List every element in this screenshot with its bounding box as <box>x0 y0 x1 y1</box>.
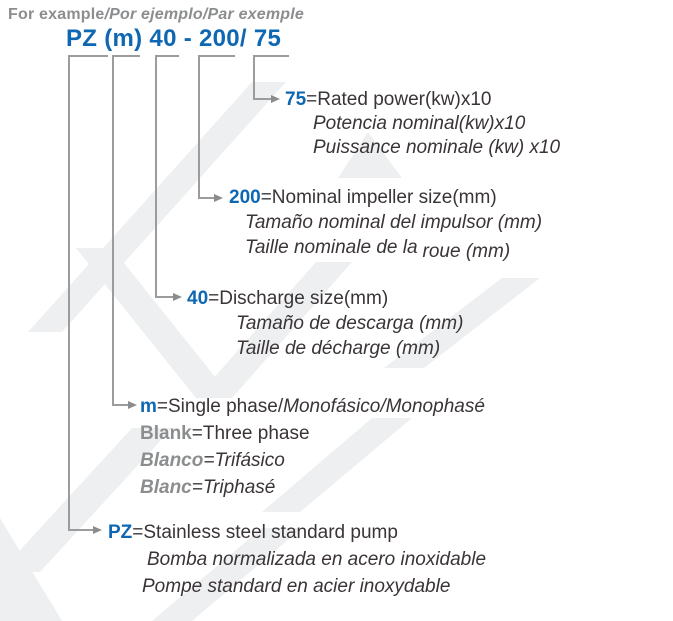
connector-pz-horizontal <box>68 529 93 531</box>
entry-series-line-en <box>108 519 486 546</box>
discharge-en: =Discharge size(mm) <box>208 288 389 309</box>
arrow-head-200-icon <box>214 194 223 202</box>
entry-impeller-line-en <box>229 185 542 210</box>
phase-blanc-desc: =Triphasé <box>191 477 276 498</box>
entry-impeller-line-fr <box>245 235 542 260</box>
series-es: Bomba normalizada en acero inoxidable <box>147 549 487 570</box>
code-m: m <box>140 396 157 417</box>
code-200: 200 <box>229 187 261 208</box>
model-code: PZ (m) 40 - 200/ 75 <box>66 25 282 52</box>
entry-phase <box>140 393 485 501</box>
entry-rated-power-line-en <box>285 88 560 112</box>
impeller-es: Tamaño nominal del impulsor (mm) <box>245 212 543 233</box>
arrow-head-40-icon <box>173 293 182 301</box>
example-heading-en: For example <box>8 6 105 23</box>
connector-200-vertical <box>198 55 200 199</box>
example-heading-translations: /Por ejemplo/Par exemple <box>104 6 305 23</box>
phase-blanco-label: Blanco <box>140 450 204 471</box>
code-75: 75 <box>285 89 307 110</box>
entry-phase-line-blanc <box>140 474 485 501</box>
impeller-en: =Nominal impeller size(mm) <box>260 187 497 208</box>
series-en: =Stainless steel standard pump <box>132 522 398 543</box>
bracket-pz <box>68 55 108 57</box>
connector-75-horizontal <box>253 98 271 100</box>
entry-phase-line-single <box>140 393 485 420</box>
entry-discharge-line-en <box>187 286 463 311</box>
rated-power-es: Potencia nominal(kw)x10 <box>313 113 526 134</box>
connector-40-vertical <box>155 55 157 298</box>
phase-blanc-label: Blanc <box>140 477 192 498</box>
connector-pz-vertical <box>68 55 70 531</box>
phase-blanco-desc: =Trifásico <box>203 450 285 471</box>
entry-impeller-size <box>229 185 542 260</box>
entry-series <box>108 519 486 600</box>
phase-single-en: =Single phase/ <box>156 396 284 417</box>
arrow-head-pz-icon <box>93 526 102 534</box>
arrow-head-75-icon <box>271 95 280 103</box>
entry-phase-line-blanco <box>140 447 485 474</box>
rated-power-en: =Rated power(kw)x10 <box>306 89 492 110</box>
connector-m-vertical <box>112 55 114 406</box>
impeller-fr-part2: roue (mm) <box>422 241 511 262</box>
series-fr: Pompe standard en acier inoxydable <box>142 576 451 597</box>
phase-single-translations: Monofásico/Monophasé <box>283 396 485 417</box>
bracket-40 <box>155 55 179 57</box>
phase-blank-desc: =Three phase <box>191 423 310 444</box>
entry-phase-line-blank <box>140 420 485 447</box>
entry-rated-power <box>285 88 560 160</box>
example-heading <box>8 6 304 24</box>
bracket-m <box>112 55 140 57</box>
connector-75-vertical <box>253 55 255 100</box>
bracket-75 <box>253 55 289 57</box>
discharge-fr: Taille de décharge (mm) <box>236 338 441 359</box>
connector-40-horizontal <box>155 296 173 298</box>
phase-blank-label: Blank <box>140 423 192 444</box>
code-pz: PZ <box>108 522 133 543</box>
code-40: 40 <box>187 288 209 309</box>
connector-200-horizontal <box>198 197 214 199</box>
connector-m-horizontal <box>112 404 128 406</box>
impeller-fr-part1: Taille nominale de la <box>245 237 418 258</box>
discharge-es: Tamaño de descarga (mm) <box>236 313 464 334</box>
entry-discharge-size <box>187 286 463 361</box>
arrow-head-m-icon <box>128 401 137 409</box>
bracket-200 <box>198 55 235 57</box>
rated-power-fr: Puissance nominale (kw) x10 <box>313 137 561 158</box>
